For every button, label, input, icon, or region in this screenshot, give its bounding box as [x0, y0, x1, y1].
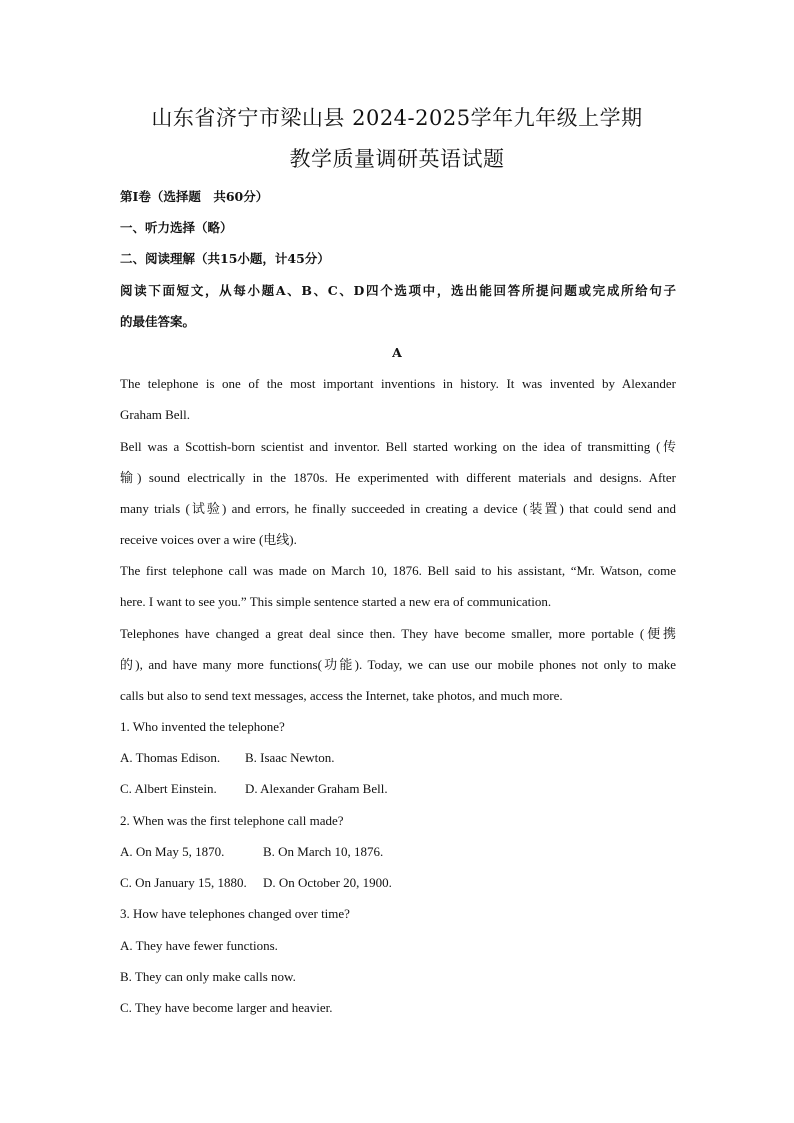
passage-line: The first telephone call was made on March 10, 1876. Bell said to his assistant, “Mr. Watson, come — [120, 563, 676, 578]
exam-title-line-2: 教学质量调研英语试题 — [289, 147, 505, 171]
question-stem: 1. Who invented the telephone? — [120, 719, 285, 734]
option-a: A. On May 5, 1870. — [120, 844, 225, 859]
option-a: A. They have fewer functions. — [120, 938, 278, 953]
option-row — [120, 779, 388, 799]
option-b: B. On March 10, 1876. — [263, 844, 384, 859]
passage-line: 的), and have many more functions(功能). Today, we can use our mobile phones not only to make — [120, 657, 676, 672]
passage-line: here. I want to see you.” This simple sentence started a new era of communication. — [120, 594, 552, 609]
question-stem: 2. When was the first telephone call made? — [120, 813, 344, 828]
option-a: A. Thomas Edison. — [120, 750, 221, 765]
passage-line: Graham Bell. — [120, 407, 191, 422]
passage-line: The telephone is one of the most important inventions in history. It was invented by Alexander — [120, 376, 676, 391]
option-d: D. On October 20, 1900. — [263, 875, 392, 890]
option-d: D. Alexander Graham Bell. — [245, 781, 388, 796]
option-b: B. Isaac Newton. — [245, 750, 335, 765]
question-stem: 3. How have telephones changed over time? — [120, 906, 350, 921]
option-c: C. Albert Einstein. — [120, 781, 217, 796]
listening-section-heading: 一、听力选择（略） — [120, 220, 233, 235]
instruction-line-2: 的最佳答案。 — [120, 314, 196, 329]
passage-line: 输) sound electrically in the 1870s. He experimented with different materials and designs. After — [120, 470, 676, 485]
option-row — [120, 873, 392, 893]
instruction-line-1: 阅读下面短文，从每小题A、B、C、D四个选项中，选出能回答所提问题或完成所给句子 — [120, 283, 676, 298]
option-c: C. On January 15, 1880. — [120, 875, 247, 890]
passage-label: A — [392, 345, 402, 360]
option-row — [120, 842, 383, 862]
option-row — [120, 748, 335, 768]
passage-line: Telephones have changed a great deal since then. They have become smaller, more portable (便携 — [120, 626, 676, 641]
passage-line: Bell was a Scottish-born scientist and inventor. Bell started working on the idea of transmitting (传 — [120, 439, 676, 454]
option-b: B. They can only make calls now. — [120, 969, 296, 984]
passage-line: many trials (试验) and errors, he finally succeeded in creating a device (装置) that could send and — [120, 501, 676, 516]
passage-line: receive voices over a wire (电线). — [120, 532, 297, 547]
passage-line: calls but also to send text messages, access the Internet, take photos, and much more. — [120, 688, 563, 703]
part-heading: 第Ⅰ卷（选择题 共60分） — [120, 189, 269, 204]
reading-section-heading: 二、阅读理解（共15小题，计45分） — [120, 251, 330, 266]
option-c: C. They have become larger and heavier. — [120, 1000, 333, 1015]
exam-title-line-1: 山东省济宁市梁山县 2024-2025学年九年级上学期 — [151, 106, 643, 130]
